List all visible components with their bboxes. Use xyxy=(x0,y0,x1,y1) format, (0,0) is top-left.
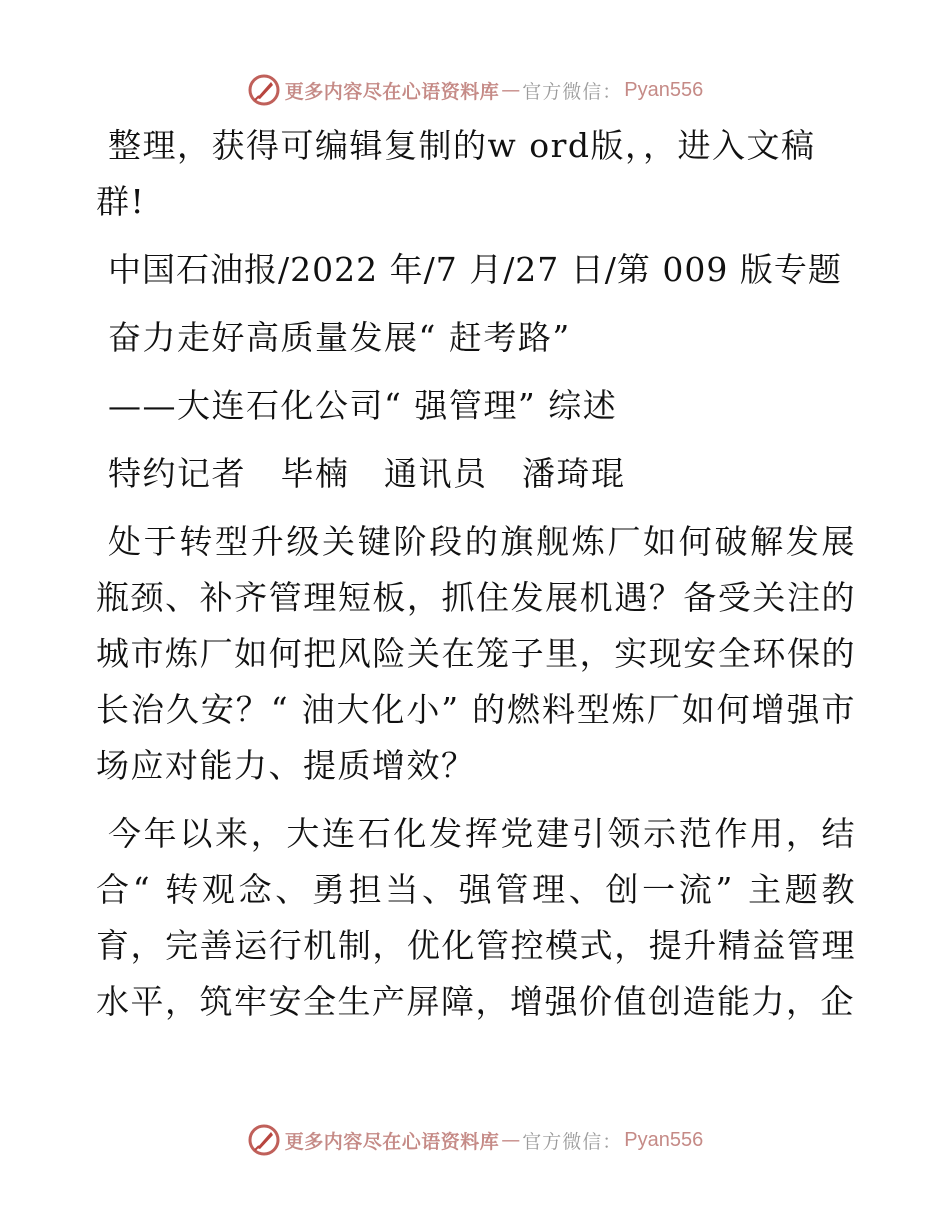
watermark-brand: 更多内容尽在心语资料库 xyxy=(284,80,500,103)
intro-paragraph: 整理，获得可编辑复制的w ord版，，进入文稿群! xyxy=(96,126,816,221)
byline: 特约记者 毕楠 通讯员 潘琦琨 xyxy=(108,454,626,493)
watermark-footer xyxy=(0,1120,950,1160)
watermark-wechat-id: Pyan556 xyxy=(624,78,704,101)
watermark-dash: — xyxy=(501,1129,521,1151)
body-paragraph: 处于转型升级关键阶段的旗舰炼厂如何破解发展瓶颈、补齐管理短板，抓住发展机遇？备受关注的城市炼厂如何把风险关在笼子里，实现安全环保的长治久安？“ 油大化小” 的燃料型炼厂如何增强市场应对能力、提质增效？ xyxy=(96,522,856,785)
dateline: 中国石油报/2022 年/7 月/27 日/第 009 版专题 xyxy=(108,250,842,289)
watermark-label: 官方微信： xyxy=(522,80,623,103)
subheadline: ——大连石化公司“ 强管理” 综述 xyxy=(108,386,618,425)
watermark-dash: — xyxy=(501,79,521,101)
body-paragraph: 今年以来，大连石化发挥党建引领示范作用，结合“ 转观念、勇担当、强管理、创一流” 主题教育，完善运行机制，优化管控模式，提升精益管理水平，筑牢安全生产屏障，增强价值创造能力，企 xyxy=(96,814,856,1021)
watermark-header xyxy=(0,70,950,110)
quill-logo-icon xyxy=(247,1123,281,1157)
watermark-wechat-id: Pyan556 xyxy=(624,1128,704,1151)
article-body xyxy=(96,118,856,1042)
headline: 奋力走好高质量发展“ 赶考路” xyxy=(108,318,571,357)
watermark-brand: 更多内容尽在心语资料库 xyxy=(284,1130,500,1153)
quill-logo-icon xyxy=(247,73,281,107)
watermark-label: 官方微信： xyxy=(522,1130,623,1153)
